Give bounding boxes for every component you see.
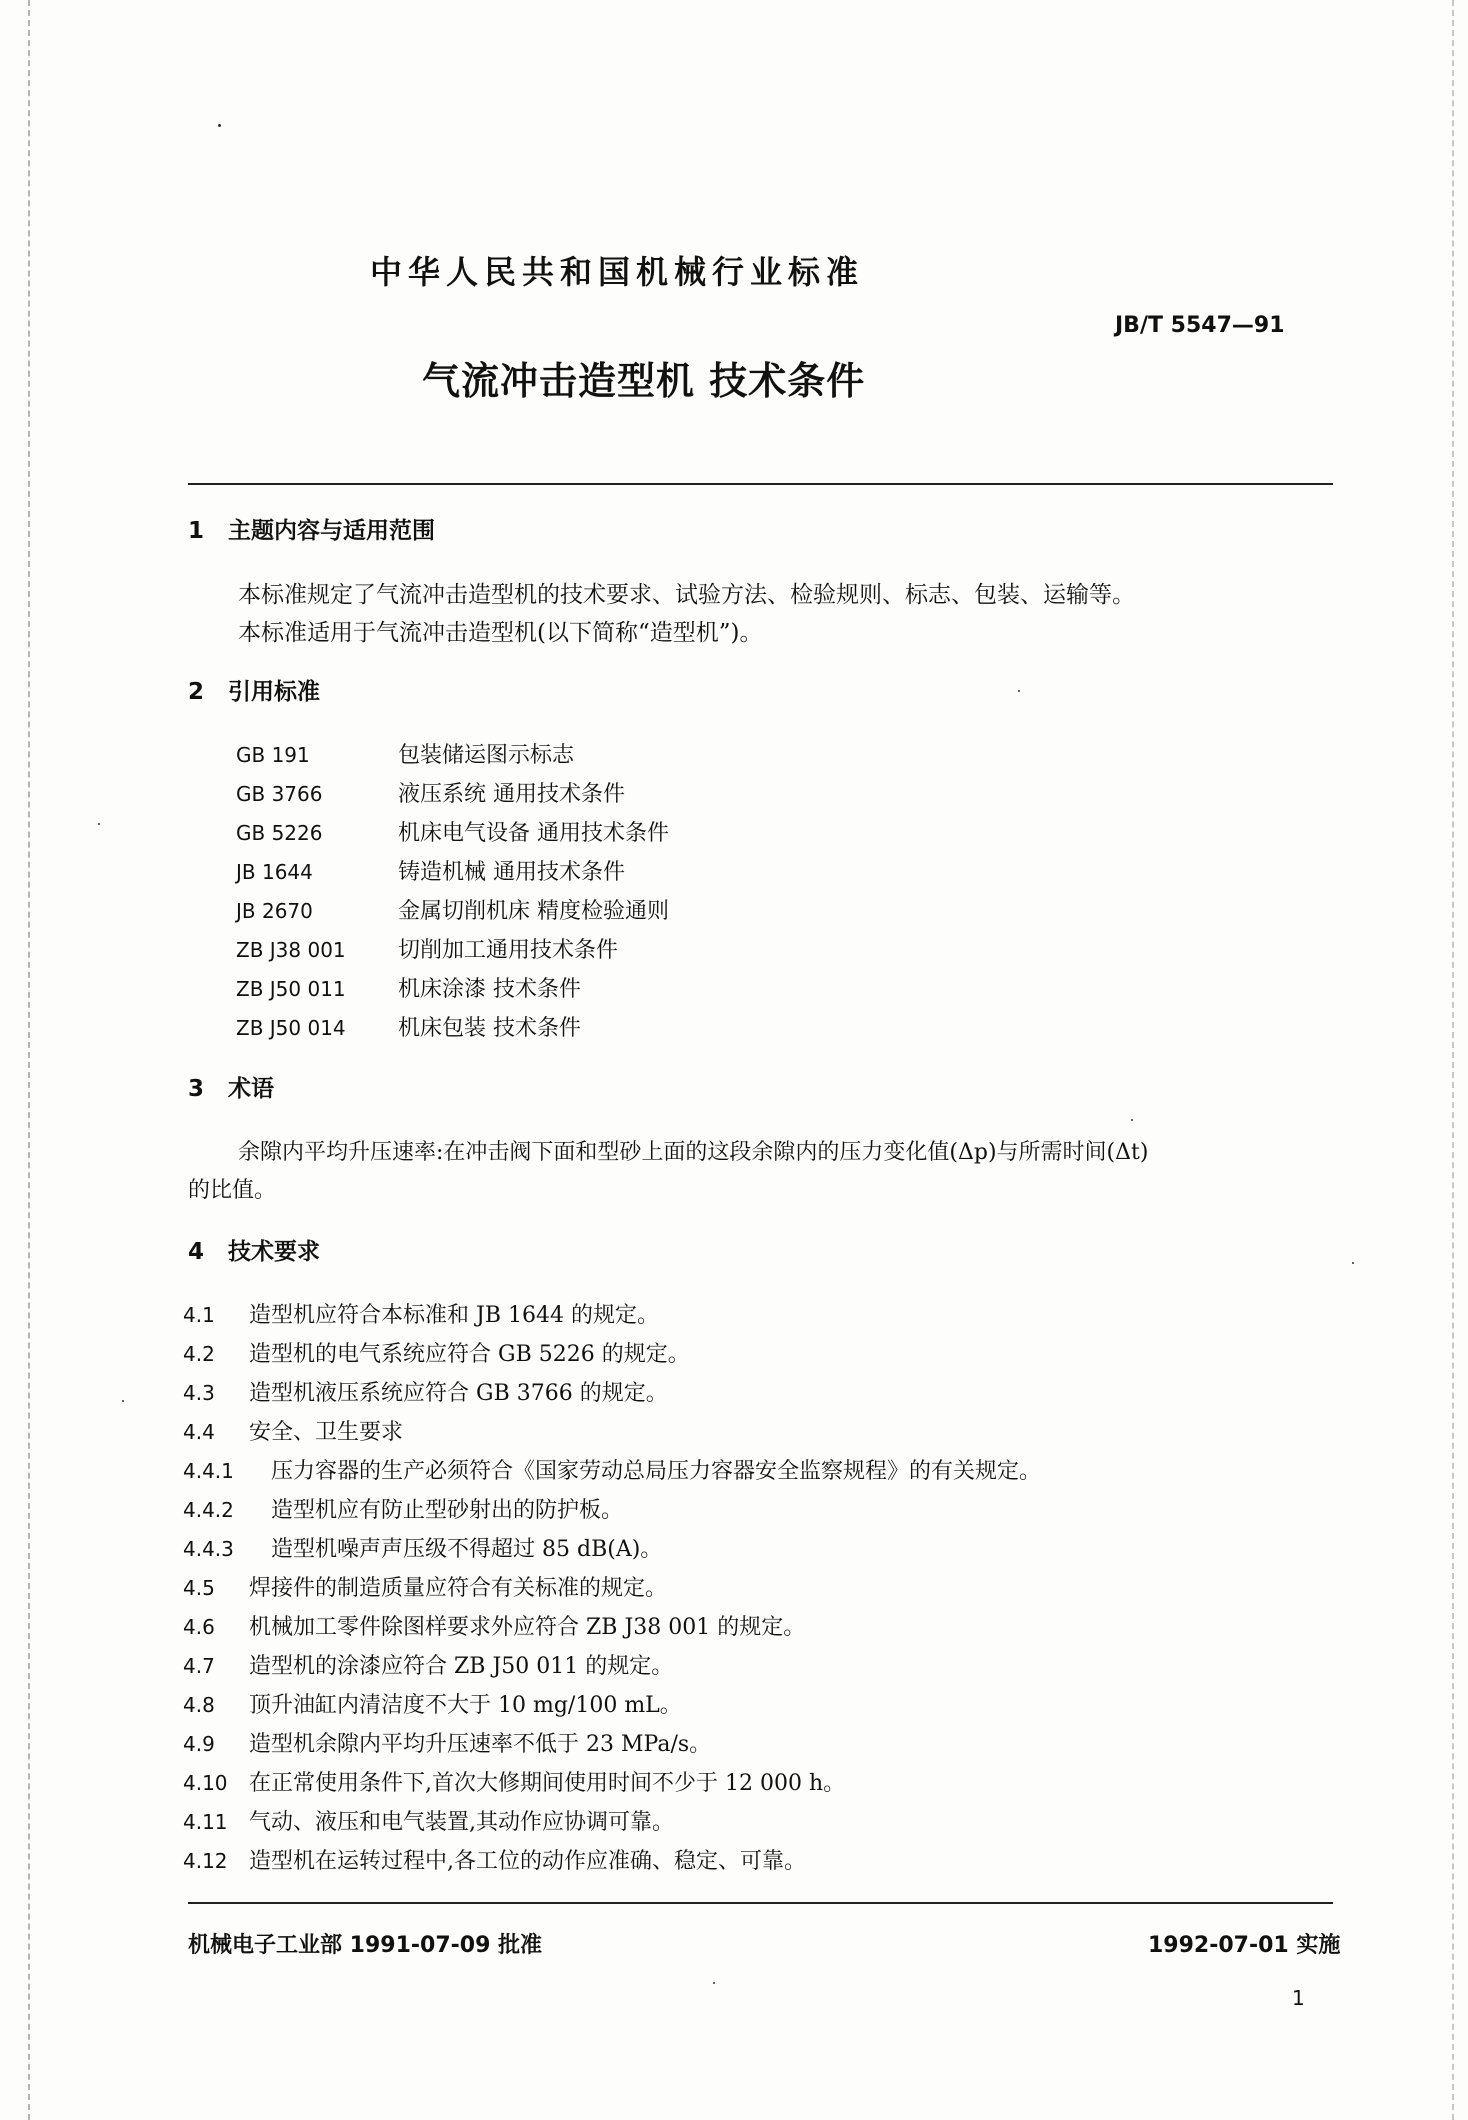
header-divider: [188, 483, 1333, 485]
requirement-text: 压力容器的生产必须符合《国家劳动总局压力容器安全监察规程》的有关规定。: [271, 1459, 1042, 1484]
scan-speck: [122, 1400, 124, 1402]
requirement-item: [183, 1337, 690, 1368]
requirement-number: 4.6: [183, 1615, 215, 1639]
requirement-number: 4.3: [183, 1381, 215, 1405]
reference-title: 铸造机械 通用技术条件: [398, 860, 625, 885]
requirement-item: [183, 1766, 845, 1797]
requirement-item: [183, 1415, 403, 1446]
scan-speck: [713, 1982, 715, 1984]
section-3-heading: [188, 1070, 274, 1103]
requirement-text: 造型机应符合本标准和 JB 1644 的规定。: [249, 1303, 659, 1328]
requirement-item: [183, 1649, 673, 1680]
requirement-item: [183, 1805, 674, 1836]
effective-date: 1992-07-01 实施: [1148, 1933, 1341, 1958]
requirement-number: 4.10: [183, 1771, 228, 1795]
section-title: 主题内容与适用范围: [228, 518, 435, 544]
reference-title: 切削加工通用技术条件: [398, 938, 619, 963]
footer-divider: [188, 1902, 1333, 1904]
requirement-item: [183, 1571, 667, 1602]
requirement-text: 造型机的电气系统应符合 GB 5226 的规定。: [249, 1342, 690, 1367]
approval-info: 机械电子工业部 1991-07-09 批准: [188, 1933, 543, 1958]
requirement-text: 机械加工零件除图样要求外应符合 ZB J38 001 的规定。: [249, 1615, 806, 1640]
requirement-number: 4.2: [183, 1342, 215, 1366]
requirement-item: [183, 1610, 805, 1641]
requirement-item: [183, 1376, 668, 1407]
reference-row: [236, 933, 618, 964]
reference-row: [236, 1011, 581, 1042]
section-1-paragraph: 本标准适用于气流冲击造型机(以下简称“造型机”)。: [238, 620, 763, 646]
requirement-item: [183, 1688, 682, 1719]
reference-row: [236, 855, 625, 886]
reference-code: ZB J38 001: [236, 938, 346, 962]
requirement-item: [183, 1727, 711, 1758]
requirement-text: 造型机的涂漆应符合 ZB J50 011 的规定。: [249, 1654, 674, 1679]
reference-row: [236, 894, 669, 925]
requirement-number: 4.4: [183, 1420, 215, 1444]
issuer-title: 中华人民共和国机械行业标准: [370, 253, 865, 291]
section-2-heading: [188, 673, 320, 706]
definition-text: 余隙内平均升压速率:在冲击阀下面和型砂上面的这段余隙内的压力变化值(Δp)与所需时间(Δt): [238, 1140, 1149, 1165]
requirement-item: [183, 1493, 623, 1524]
requirement-text: 造型机应有防止型砂射出的防护板。: [271, 1498, 624, 1523]
requirement-text: 造型机余隙内平均升压速率不低于 23 MPa/s。: [249, 1732, 712, 1757]
requirement-text: 安全、卫生要求: [249, 1420, 404, 1445]
reference-title: 包装储运图示标志: [398, 743, 575, 768]
reference-title: 机床包装 技术条件: [398, 1016, 581, 1041]
reference-row: [236, 816, 669, 847]
section-title: 引用标准: [228, 679, 320, 705]
section-number: 1: [188, 518, 205, 544]
page-number: 1: [1292, 1986, 1305, 2010]
reference-code: JB 1644: [236, 860, 313, 884]
scan-edge-right: [1452, 0, 1454, 2120]
reference-title: 液压系统 通用技术条件: [398, 782, 625, 807]
section-title: 技术要求: [228, 1239, 320, 1265]
scan-speck: [98, 823, 100, 825]
scan-speck: [218, 124, 221, 127]
reference-title: 机床电气设备 通用技术条件: [398, 821, 669, 846]
requirement-number: 4.4.2: [183, 1498, 234, 1522]
reference-row: [236, 972, 581, 1003]
reference-code: ZB J50 011: [236, 977, 346, 1001]
scan-speck: [1352, 1262, 1354, 1264]
document-title: 气流冲击造型机 技术条件: [422, 359, 866, 403]
requirement-number: 4.7: [183, 1654, 215, 1678]
requirement-text: 造型机在运转过程中,各工位的动作应准确、稳定、可靠。: [249, 1849, 806, 1874]
requirement-text: 造型机噪声声压级不得超过 85 dB(A)。: [271, 1537, 663, 1562]
reference-row: [236, 738, 574, 769]
section-number: 3: [188, 1076, 205, 1102]
requirement-number: 4.9: [183, 1732, 215, 1756]
requirement-number: 4.12: [183, 1849, 228, 1873]
reference-code: JB 2670: [236, 899, 313, 923]
requirement-text: 顶升油缸内清洁度不大于 10 mg/100 mL。: [249, 1693, 682, 1718]
reference-title: 金属切削机床 精度检验通则: [398, 899, 669, 924]
requirement-number: 4.5: [183, 1576, 215, 1600]
section-1-paragraph: 本标准规定了气流冲击造型机的技术要求、试验方法、检验规则、标志、包装、运输等。: [238, 582, 1135, 608]
requirement-number: 4.4.3: [183, 1537, 234, 1561]
definition-text-continued: 的比值。: [188, 1178, 277, 1203]
section-4-heading: [188, 1233, 320, 1266]
requirement-text: 气动、液压和电气装置,其动作应协调可靠。: [249, 1810, 674, 1835]
requirement-number: 4.8: [183, 1693, 215, 1717]
requirement-number: 4.4.1: [183, 1459, 234, 1483]
reference-title: 机床涂漆 技术条件: [398, 977, 581, 1002]
requirement-text: 在正常使用条件下,首次大修期间使用时间不少于 12 000 h。: [249, 1771, 846, 1796]
reference-code: GB 191: [236, 743, 310, 767]
requirement-text: 造型机液压系统应符合 GB 3766 的规定。: [249, 1381, 668, 1406]
requirement-item: [183, 1298, 659, 1329]
reference-code: GB 5226: [236, 821, 323, 845]
reference-code: ZB J50 014: [236, 1016, 346, 1040]
requirement-item: [183, 1532, 662, 1563]
requirement-text: 焊接件的制造质量应符合有关标准的规定。: [249, 1576, 668, 1601]
requirement-item: [183, 1454, 1041, 1485]
section-number: 4: [188, 1239, 205, 1265]
standard-code: JB/T 5547—91: [1115, 313, 1285, 338]
section-1-heading: [188, 512, 435, 545]
section-number: 2: [188, 679, 205, 705]
requirement-number: 4.1: [183, 1303, 215, 1327]
scan-edge-left: [28, 0, 30, 2120]
requirement-item: [183, 1844, 806, 1875]
reference-code: GB 3766: [236, 782, 323, 806]
scan-speck: [1131, 1119, 1133, 1121]
scan-speck: [1018, 690, 1020, 692]
requirement-number: 4.11: [183, 1810, 228, 1834]
reference-row: [236, 777, 625, 808]
section-title: 术语: [228, 1076, 274, 1102]
